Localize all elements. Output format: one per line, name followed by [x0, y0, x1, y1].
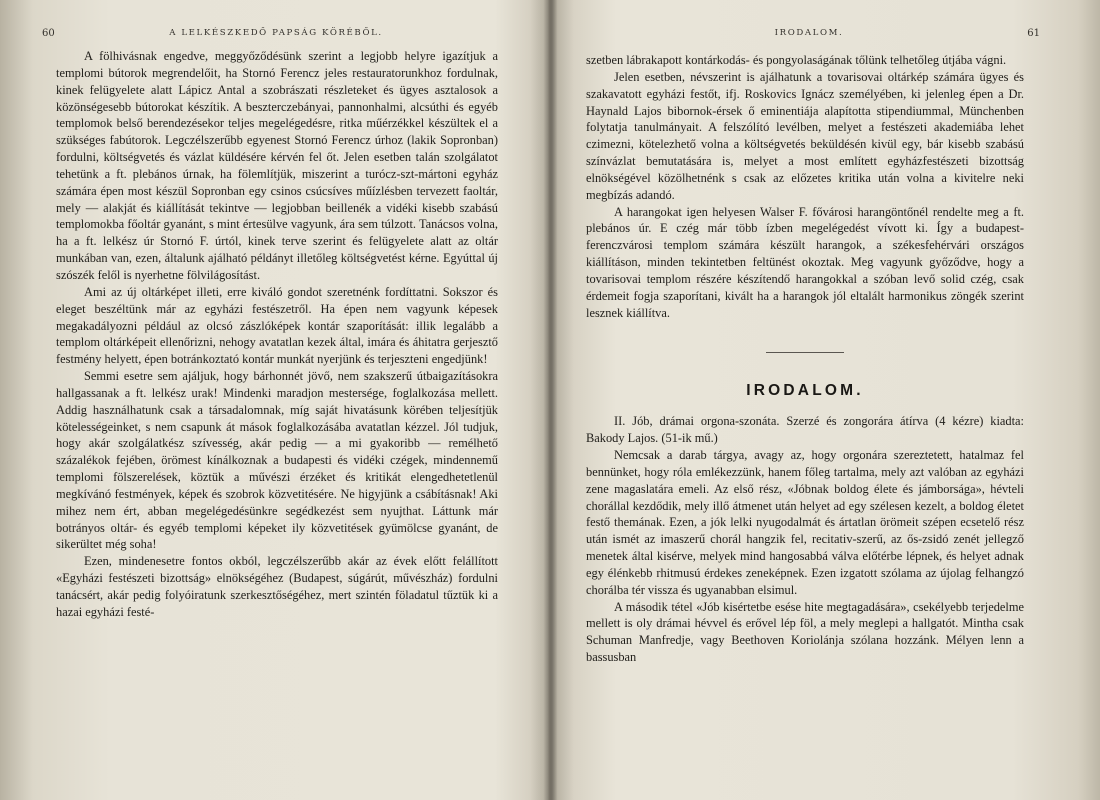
- paragraph: Ami az új oltárképet illeti, erre kiváló gondot szeretnénk fordíttatni. Sokszor és eleget beszéltünk már az egyházi festészetről. Ha épen nem vagyunk képesek megakadályozni például az olcsó zászlóképek kontár szaporítását: illik legalább a templom oltárképeit ellenőrizni, nehogy avatatlan kezek által, imára és áhitatra gerjesztő festmény helyett, épen botránkoztató kontár munkát nyerjünk és terjeszteni engedjünk!: [56, 284, 498, 367]
- paragraph: Semmi esetre sem ajáljuk, hogy bárhonnét jövő, nem szakszerű útbaigazításokra hallgassanak a ft. lelkész urak! Mindenki maradjon mestersége, foglalkozása mellett. Addig használhatunk csak a társadalomnak, míg saját hivatásunk körében teljesítjük kötelességeinket, s nem csapunk át mások foglalkozásába avatatlan kézzel. Jól tudjuk, hogy akár szolgálatkész szívesség, akár pedig — a mi gyakoribb — remélhető százalékok fejében, örömest kínálkoznak a budapesti és vidéki czégek, mindennemű templomi fölszerelések, köztük a művészi érzéket és kritikát elengedhetetlenül megkívánó festmények, képek és szobrok közvetitésére. Ne higyjünk a csábításnak! Aki mihez nem ért, abban megelégedésünkre segédkezést sem nyujthat. Láttunk már botrányos oltár- és egyéb templomi képeket ily közvetitések gyümölcse gyanánt, de sikerültet még soha!: [56, 369, 498, 552]
- paragraph: Jelen esetben, névszerint is ajálhatunk a tovarisovai oltárkép számára ügyes és szakavatott egyházi festőt, ifj. Roskovics Ignácz személyében, ki jelenleg épen a Dr. Haynald Lajos bibornok-érsek ő eminentiája alapította stipendiummal, Münchenben folytatja tanulmányait. A felszólító levélben, melyet a festészeti akademiába lehet czimezni, kötelezhető volna a költségvetés beküldésén kivül egy, bár kisebb szabású színvázlat bemutatására is, melyet a most említett egyházfestészeti bizottság elnökségével közölhetnénk s csak az előzetes kritika után volna a kivitelre neki megbízás adandó.: [586, 69, 1024, 202]
- right-text-column: [586, 52, 1024, 666]
- right-running-title: IRODALOM.: [774, 28, 844, 38]
- section-heading: IRODALOM.: [746, 381, 864, 399]
- paragraph: Ezen, mindenesetre fontos okból, legczélszerűbb akár az évek előtt felállított «Egyházi festészeti bizottság» elnökségéhez (Budapest, súgárút, művészház) fordulni tanácsért, akár pedig folyóiratunk szerkesztőségéhez, mert szintén föladatul tűztük ki a hazai egyházi festé-: [56, 554, 498, 619]
- paragraph: Nemcsak a darab tárgya, avagy az, hogy orgonára szereztetett, hatalmaz fel bennünket, hogy róla emlékezzünk, hanem főleg tartalma, mely azt valóban az egyházi zene magaslatára emeli. Az első rész, «Jóbnak boldog élete és jámborsága», hévteli chorállal kezdődik, mely illő átmenet után helyet ad egy szélesen kezelt, a boldog életet festő themának. Ezen, a jók lelki nyugodalmát és ártatlan örömeit szépen ecsetelő rész után ismét az imaszerű chorál hangzik fel, recitativ-szerű, az ős-zsidó zenét jellegző menetek által kisérve, melyek mind hangosabbá válva előtérbe lépnek, és helyet adnak egy élénkebb rhitmusú érdekes zeneképnek. Ezen izgatott szólama az újolag felhangzó chorálba tér vissza és ugyanabban elsimul.: [586, 448, 1024, 597]
- paragraph: A második tétel «Jób kisértetbe esése hite megtagadására», csekélyebb terjedelme mellett is oly drámai hévvel és erővel lép föl, a mely meglepi a hallgatót. Mintha csak Schuman Manfredje, vagy Beethoven Koriolánja szólana hozzánk. Mélyen lenn a bassusban: [586, 599, 1024, 665]
- left-running-head: [42, 28, 510, 38]
- paragraph: II. Jób, drámai orgona-szonáta. Szerzé és zongorára átírva (4 kézre) kiadta: Bakody Lajos. (51-ik mű.): [586, 414, 1024, 446]
- section-divider: [766, 352, 844, 353]
- left-page-number: 60: [42, 28, 55, 39]
- left-text-column: [56, 48, 498, 621]
- paragraph: A harangokat igen helyesen Walser F. fővárosi harangöntőnél rendelte meg a ft. plebános úr. E czég már több ízben megelégedést vívott ki. Így a budapest-ferenczvárosi templom számára készült harangok, a székesfehérvári országos kiállításon, minden tekintetben feltünést okoztak. Meg vagyunk győződve, hogy a tovarisovai templom részére készítendő harangokkal a szóban levő solid czég, csak érdemeit fogja szaporítani, kivált ha a harangok jól eltalált harmonikus zöngék szerint lesznek kiállítva.: [586, 204, 1024, 320]
- right-running-head: [578, 28, 1040, 38]
- left-running-title: A LELKÉSZKEDŐ PAPSÁG KÖRÉBŐL.: [169, 28, 383, 38]
- paragraph: szetben lábrakapott kontárkodás- és pongyolaságának tőlünk telhetőleg útjába vágni.: [586, 53, 1007, 67]
- left-page: [0, 0, 548, 800]
- right-page: [552, 0, 1100, 800]
- right-page-number: 61: [1027, 28, 1040, 39]
- paragraph: A fölhivásnak engedve, meggyőződésünk szerint a legjobb helyre igazítjuk a templomi bútorok megrendelőit, ha Stornó Ferencz jeles restauratorunkhoz fordulnak, kinek felügyelete alatt Lápicz Antal a szobrászati részleteket és ügyes asztalosok a közönségesebb bútorokat készítik. A beszterczebányai, pannonhalmi, alcsúthi és egyéb templomok belső berendezésekor teljes megelégedésre, ritka műérzékkel készültek el a szükséges fabútorok. Legczélszerűbb egyenest Stornó Ferencz úrhoz (lakik Sopronban) fordulni, költségvetés és vázlat küldésére kérvén fel őt. Jelen esetben talán szolgálatot tehetünk a ft. plebános úrnak, ha fölemlítjük, miszerint a turócz-szt-mártoni egyház számára épen most készül Sopronban egy csinos csúcsíves műízlésben tervezett faoltár, mely — alakját és kiállítását tekintve — legjobban beillenék a vidéki kisebb szabású templomokba főoltár gyanánt, s mint értesülve vagyunk, ára sem túlzott. Tanácsos volna, ha a ft. lelkész úr Stornó F. úrtól, kinek terve szerint és felügyelete alatt az oltár munkában van, ezen, általunk ajálható példányt illetőleg költségvetést kérne. Egyúttal új szószék felől is nyerhetne fölvilágosítást.: [56, 49, 498, 282]
